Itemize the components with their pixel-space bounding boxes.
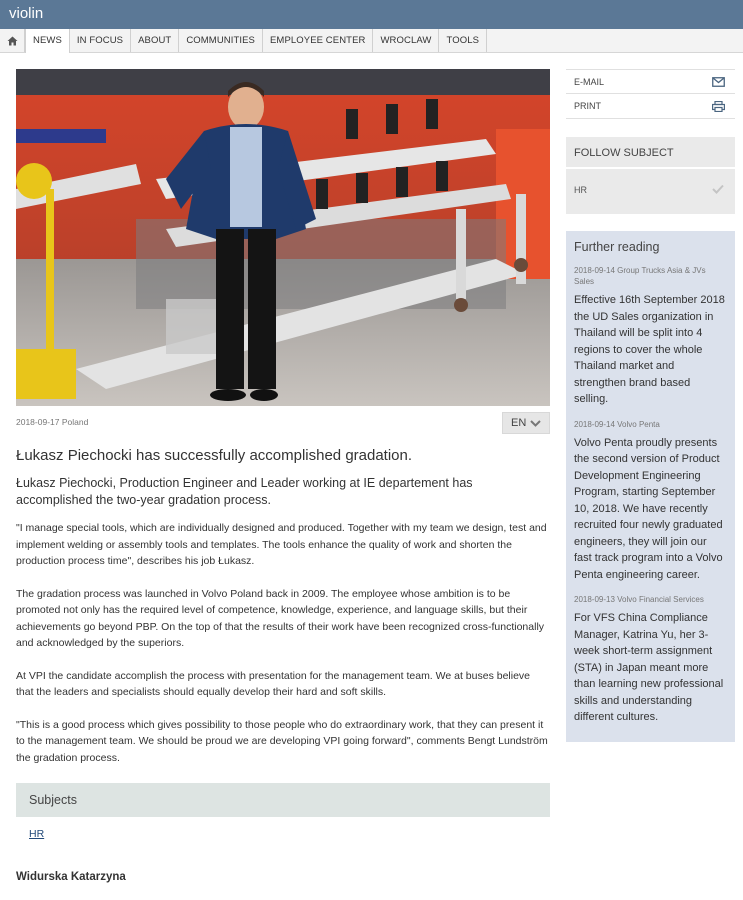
share-actions (566, 69, 735, 119)
article-meta: 2018-09-17 Poland (16, 417, 89, 427)
subject-link-hr[interactable]: HR (29, 828, 45, 840)
article (16, 69, 550, 883)
further-reading-meta: 2018-09-14 Group Trucks Asia & JVs Sales (574, 266, 706, 286)
chevron-down-icon (530, 420, 541, 427)
nav-home-button[interactable] (0, 29, 25, 52)
email-action[interactable] (566, 69, 735, 94)
follow-subject-heading: FOLLOW SUBJECT (566, 137, 735, 169)
article-meta-row (16, 406, 550, 442)
article-paragraph: At VPI the candidate accomplish the process with presentation for the management team. We at buses believe that the leaders and specialists should equally develop their hard and soft skills. (16, 669, 531, 698)
further-reading-text: Volvo Penta proudly presents the second version of Product Development Engineering Program, starting September 10, 2018. We have recently recruited four newly graduated engineers, they will join our fast track program into a Volvo Penta engineering career. (574, 436, 723, 581)
further-reading-meta: 2018-09-14 Volvo Penta (574, 419, 660, 429)
check-icon (712, 184, 724, 194)
follow-subject-panel (566, 137, 735, 214)
nav-item-communities[interactable]: COMMUNITIES (179, 29, 263, 52)
article-photo (16, 69, 550, 406)
article-author: Widurska Katarzyna (16, 871, 126, 883)
nav-item-in-focus[interactable]: IN FOCUS (70, 29, 131, 52)
main-nav (0, 29, 743, 53)
printer-icon (712, 101, 725, 112)
further-reading-panel (566, 231, 735, 742)
language-value: EN (511, 417, 527, 429)
further-reading-item[interactable] (574, 419, 727, 584)
print-action[interactable] (566, 94, 735, 119)
further-reading-meta: 2018-09-13 Volvo Financial Services (574, 595, 704, 604)
further-reading-text: Effective 16th September 2018 the UD Sales organization in Thailand will be split into 4 regions to cover the whole Thailand market and strengthen brand based selling. (574, 294, 725, 405)
follow-subject-label: HR (574, 185, 587, 195)
further-reading-item[interactable] (574, 265, 727, 408)
nav-item-about[interactable]: ABOUT (131, 29, 179, 52)
subjects-heading: Subjects (16, 783, 550, 817)
nav-item-tools[interactable]: TOOLS (439, 29, 487, 52)
follow-subject-item[interactable] (566, 169, 735, 214)
article-paragraph: "This is a good process which gives possibility to those people who do extraordinary work, that they can present it to the management team. We should be proud we are developing VPI going forward", comments Bengt Lundström the gradation process. (16, 718, 548, 764)
further-reading-item[interactable] (574, 594, 727, 726)
language-select[interactable] (502, 412, 550, 434)
nav-item-news[interactable]: NEWS (25, 29, 70, 53)
article-lead: Łukasz Piechocki, Production Engineer and Leader working at IE departement has accomplished the two-year gradation process. (16, 476, 473, 507)
sidebar (566, 69, 735, 742)
top-bar (0, 0, 743, 29)
site-brand[interactable]: violin (9, 5, 44, 22)
nav-item-wroclaw[interactable]: WROCLAW (373, 29, 439, 52)
further-reading-text: For VFS China Compliance Manager, Katrina Yu, her 3-week short-term assignment (STA) in Japan meant more than learning new professional skills and understanding different cultures. (574, 612, 724, 723)
email-action-label: E-MAIL (574, 77, 605, 87)
nav-item-employee-center[interactable]: EMPLOYEE CENTER (263, 29, 373, 52)
envelope-icon (712, 77, 725, 87)
further-reading-heading: Further reading (574, 240, 660, 254)
print-action-label: PRINT (574, 101, 601, 111)
article-paragraph: The gradation process was launched in Volvo Poland back in 2009. The employee whose ambition is to be promoted not only has the required level of competence, knowledge, experience, and language skills, but their achievements go beyond PBP. On the top of that the results of their work have been recognized cross-functionally and acknowledged by the superiors. (16, 587, 545, 649)
home-icon (7, 36, 18, 46)
article-title: Łukasz Piechocki has successfully accomplished gradation. (16, 447, 413, 464)
article-paragraph: "I manage special tools, which are individually designed and produced. Together with my team we design, test and implement welding or assembly tools and templates. The tools enhance the quality of work and shorten the production process time", describes his job Łukasz. (16, 522, 547, 567)
